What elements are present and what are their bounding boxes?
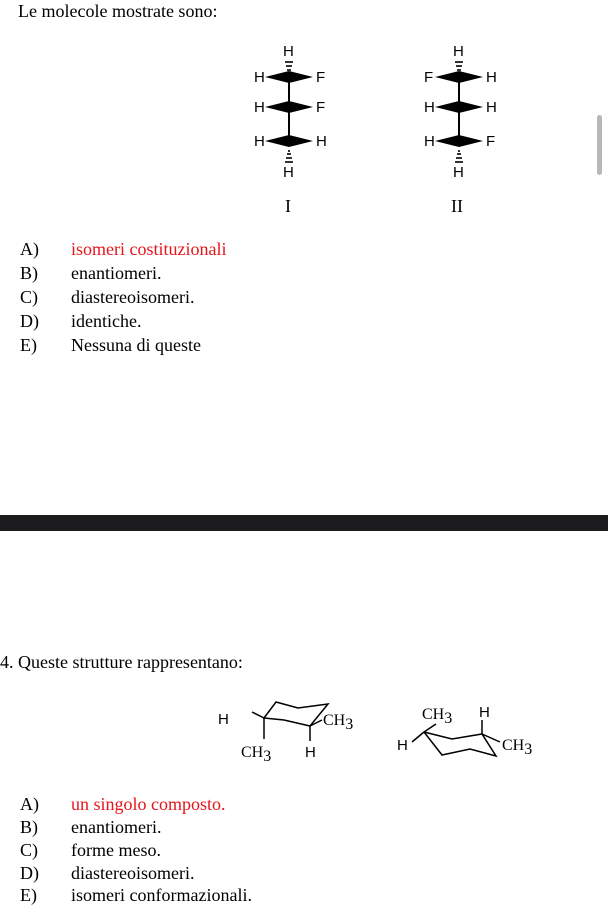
mol1-top-atom: H — [283, 43, 294, 60]
q4-option-e-text: isomeri conformazionali. — [71, 885, 252, 905]
q4-option-a-letter: A) — [20, 794, 39, 814]
mol1-row1-right-wedge — [289, 71, 313, 83]
q1-option-d[interactable] — [20, 310, 141, 332]
q1-option-c[interactable] — [20, 286, 194, 308]
mol1-row3-left-wedge — [265, 135, 289, 147]
q4-option-a[interactable] — [20, 793, 226, 815]
mol2-row2-left-wedge — [435, 101, 459, 113]
mol1-row2-left-atom: H — [254, 99, 265, 116]
chair2-ch3-top-bond — [424, 724, 436, 732]
mol2-row3-right-atom: F — [486, 133, 496, 150]
q4-option-b-letter: B) — [20, 817, 38, 837]
q4-option-a-text: un singolo composto. — [71, 794, 226, 814]
mol2-bottom-atom: H — [453, 164, 464, 180]
q1-option-b-text: enantiomeri. — [71, 263, 162, 283]
q4-option-b[interactable] — [20, 816, 161, 838]
mol1-row2-right-atom: F — [316, 99, 326, 116]
chair2-ch3-top: CH3 — [422, 706, 453, 727]
mol2-row2-left-atom: H — [424, 99, 435, 116]
mol2-row1-right-wedge — [459, 71, 483, 83]
q1-option-e-letter: E) — [20, 335, 37, 355]
mol1-row3-right-atom: H — [316, 133, 327, 150]
q1-option-d-letter: D) — [20, 311, 39, 331]
q4-option-e-letter: E) — [20, 885, 37, 905]
q1-option-e-text: Nessuna di queste — [71, 335, 201, 355]
mol1-row1-left-wedge — [265, 71, 289, 83]
mol1-row3-left-atom: H — [254, 133, 265, 150]
mol1-bottom-atom: H — [283, 164, 294, 180]
chair1-h-bottom: H — [305, 744, 316, 761]
q4-option-c[interactable] — [20, 839, 161, 861]
q1-option-b[interactable] — [20, 262, 161, 284]
mol2-row1-right-atom: H — [486, 69, 497, 86]
chair1-ch3-right: CH3 — [323, 712, 354, 733]
q1-option-e[interactable] — [20, 334, 201, 356]
mol1-hashed-bond-bottom — [285, 151, 293, 162]
mol2-row3-left-atom: H — [424, 133, 435, 150]
chair-structure-1 — [210, 695, 370, 775]
mol2-row2-right-wedge — [459, 101, 483, 113]
mol2-row1-left-wedge — [435, 71, 459, 83]
chair1-h-left: H — [218, 711, 229, 728]
q1-option-a-text: isomeri costituzionali — [71, 239, 227, 259]
q1-option-d-text: identiche. — [71, 311, 142, 331]
chair2-h-left-bond — [412, 732, 424, 742]
chair1-ch3-bottom: CH3 — [241, 744, 272, 765]
mol2-row3-right-wedge — [459, 135, 483, 147]
q1-option-b-letter: B) — [20, 263, 38, 283]
q1-option-a-letter: A) — [20, 239, 39, 259]
mol1-row2-left-wedge — [265, 101, 289, 113]
q4-option-c-text: forme meso. — [71, 840, 161, 860]
q1-option-c-text: diastereoisomeri. — [71, 287, 195, 307]
mol1-row1-left-atom: H — [254, 69, 265, 86]
mol2-top-atom: H — [453, 43, 464, 60]
mol1-row2-right-wedge — [289, 101, 313, 113]
chair2-ch3-right: CH3 — [502, 737, 533, 758]
q1-option-a[interactable] — [20, 238, 226, 260]
molecule-1-structure — [245, 40, 345, 180]
chair-structure-2 — [392, 700, 552, 780]
q1-option-c-letter: C) — [20, 287, 38, 307]
mol2-row1-left-atom: F — [424, 69, 434, 86]
mol1-row3-right-wedge — [289, 135, 313, 147]
scrollbar-thumb[interactable] — [597, 115, 602, 175]
q4-option-e[interactable] — [20, 884, 252, 906]
chair1-h-left-bond — [252, 712, 264, 718]
page-divider — [0, 515, 608, 531]
q4-option-d-text: diastereoisomeri. — [71, 863, 195, 883]
mol2-row3-left-wedge — [435, 135, 459, 147]
q4-option-d-letter: D) — [20, 863, 39, 883]
molecule-2-structure — [415, 40, 515, 180]
molecule-1-label: I — [285, 196, 291, 216]
mol2-row2-right-atom: H — [486, 99, 497, 116]
chair2-h-top: H — [479, 704, 490, 721]
question-4-prompt: 4. Queste strutture rappresentano: — [0, 652, 243, 672]
q4-option-c-letter: C) — [20, 840, 38, 860]
mol2-hashed-bond-bottom — [455, 151, 463, 162]
mol1-row1-right-atom: F — [316, 69, 326, 86]
molecule-2-label: II — [451, 196, 463, 216]
chair2-h-left: H — [397, 737, 408, 754]
q4-option-b-text: enantiomeri. — [71, 817, 162, 837]
question-1-prompt: Le molecole mostrate sono: — [18, 1, 218, 21]
q4-option-d[interactable] — [20, 862, 194, 884]
